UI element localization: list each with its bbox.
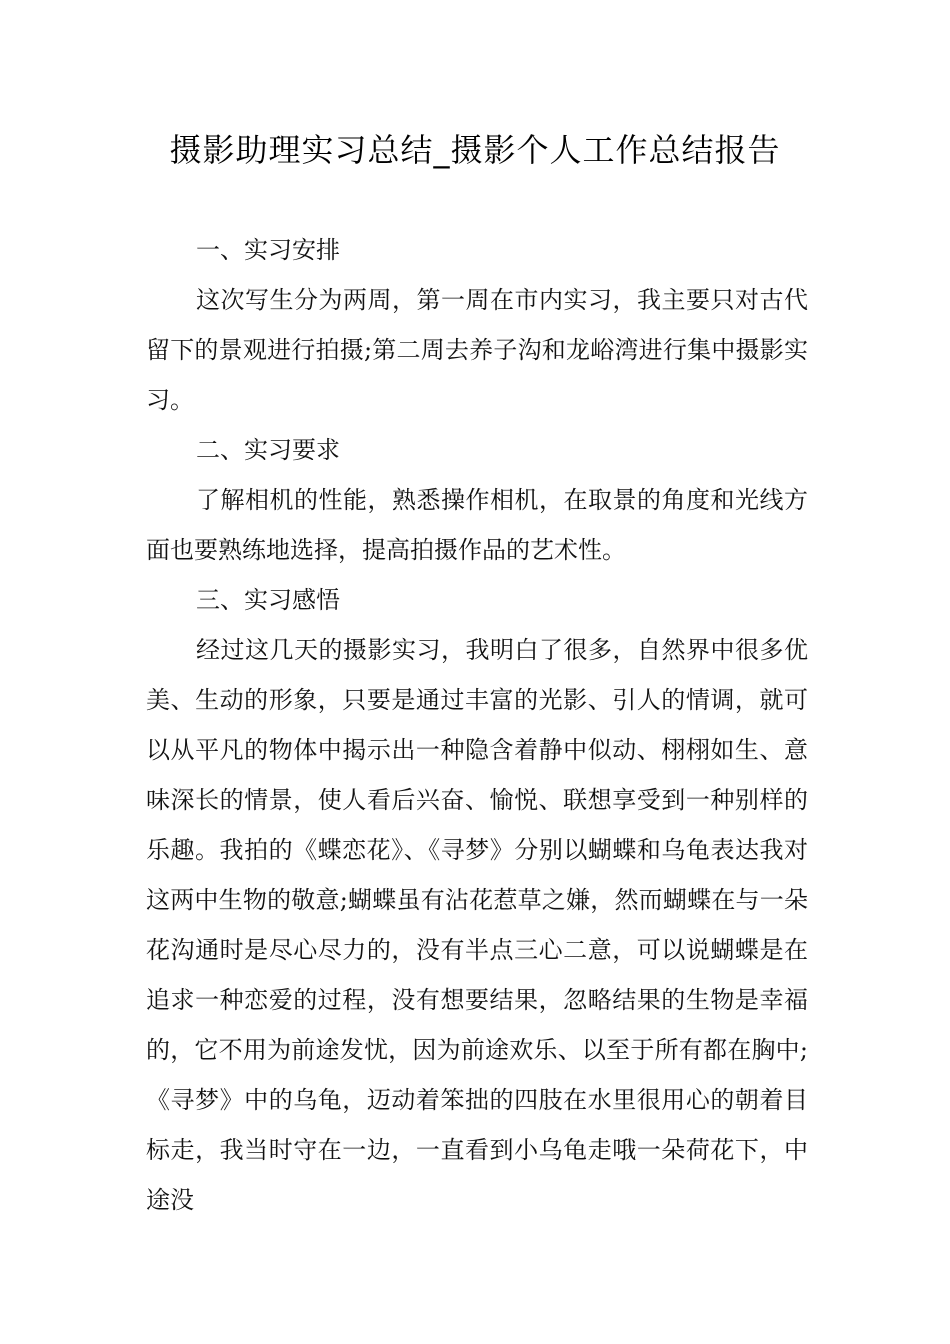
document-title: 摄影助理实习总结_摄影个人工作总结报告 xyxy=(169,131,781,169)
section-heading-arrangement: 一、实习安排 xyxy=(196,236,340,264)
section-paragraph-requirements: 了解相机的性能，熟悉操作相机，在取景的角度和光线方面也要熟练地选择，提高拍摄作品的艺术性。 xyxy=(146,486,808,564)
section-paragraph-arrangement: 这次写生分为两周，第一周在市内实习，我主要只对古代留下的景观进行拍摄;第二周去养子沟和龙峪湾进行集中摄影实习。 xyxy=(146,286,808,414)
section-heading-reflections: 三、实习感悟 xyxy=(196,586,340,614)
section-paragraph-reflections: 经过这几天的摄影实习，我明白了很多，自然界中很多优美、生动的形象，只要是通过丰富的光影、引人的情调，就可以从平凡的物体中揭示出一种隐含着静中似动、栩栩如生、意味深长的情景，使人看后兴奋、愉悦、联想享受到一种别样的乐趣。我拍的《蝶恋花》、《寻梦》分别以蝴蝶和乌龟表达我对这两中生物的敬意;蝴蝶虽有沾花惹草之嫌，然而蝴蝶在与一朵花沟通时是尽心尽力的，没有半点三心二意，可以说蝴蝶是在追求一种恋爱的过程，没有想要结果，忽略结果的生物是幸福的，它不用为前途发忧，因为前途欢乐、以至于所有都在胸中;《寻梦》中的乌龟，迈动着笨拙的四肢在水里很用心的朝着目标走，我当时守在一边，一直看到小乌龟走哦一朵荷花下，中途没 xyxy=(146,636,808,1214)
document-body xyxy=(146,225,808,1225)
section-heading-requirements: 二、实习要求 xyxy=(196,436,340,464)
